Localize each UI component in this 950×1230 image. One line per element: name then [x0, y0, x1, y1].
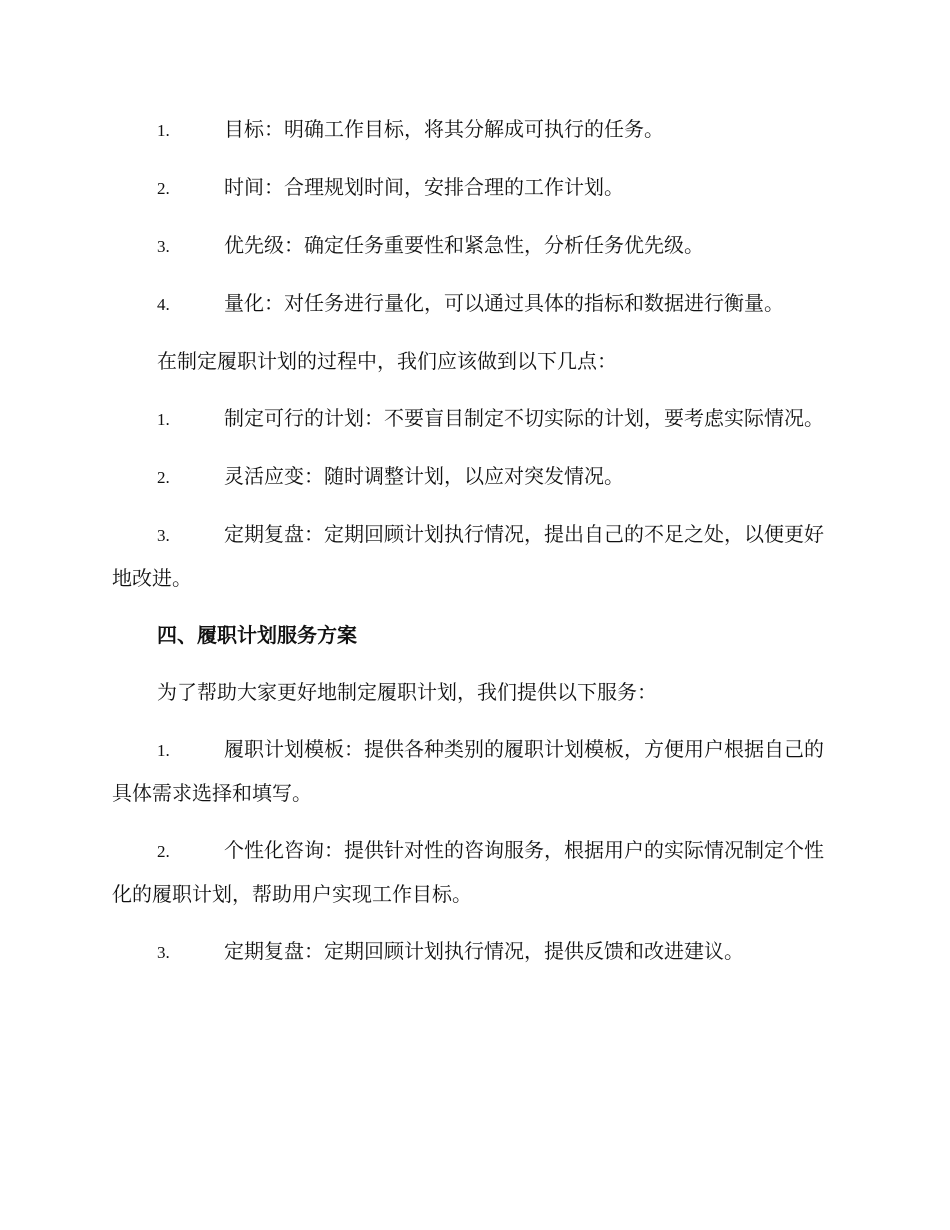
list-item — [112, 224, 834, 268]
list-text: 个性化咨询：提供针对性的咨询服务，根据用户的实际情况制定个性化的履职计划，帮助用户实现工作目标。 — [112, 838, 824, 906]
list-number: 2. — [157, 842, 170, 861]
list-number: 2. — [157, 179, 170, 198]
section-heading: 四、履职计划服务方案 — [157, 623, 357, 647]
list-number: 1. — [157, 410, 170, 429]
list-text: 制定可行的计划：不要盲目制定不切实际的计划，要考虑实际情况。 — [224, 406, 824, 430]
list-number: 3. — [157, 943, 170, 962]
list-item — [112, 455, 834, 499]
list-item — [112, 930, 834, 974]
list-text: 定期复盘：定期回顾计划执行情况，提供反馈和改进建议。 — [224, 939, 744, 963]
list-text: 量化：对任务进行量化，可以通过具体的指标和数据进行衡量。 — [224, 291, 784, 315]
list-text: 定期复盘：定期回顾计划执行情况，提出自己的不足之处，以便更好地改进。 — [112, 522, 824, 590]
list-text: 时间：合理规划时间，安排合理的工作计划。 — [224, 175, 624, 199]
list-text: 目标：明确工作目标，将其分解成可执行的任务。 — [224, 117, 664, 141]
list-item — [112, 728, 834, 815]
list-item — [112, 166, 834, 210]
list-item — [112, 282, 834, 326]
list-item — [112, 829, 834, 916]
list-number: 4. — [157, 295, 170, 314]
list-number: 3. — [157, 526, 170, 545]
list-number: 3. — [157, 237, 170, 256]
list-number: 2. — [157, 468, 170, 487]
list-item — [112, 108, 834, 152]
list-text: 优先级：确定任务重要性和紧急性，分析任务优先级。 — [224, 233, 704, 257]
list-number: 1. — [157, 121, 170, 140]
list-text: 履职计划模板：提供各种类别的履职计划模板，方便用户根据自己的具体需求选择和填写。 — [112, 737, 824, 805]
list-number: 1. — [157, 741, 170, 760]
document-body — [112, 108, 834, 988]
list-item — [112, 513, 834, 600]
paragraph: 在制定履职计划的过程中，我们应该做到以下几点： — [157, 349, 617, 373]
paragraph: 为了帮助大家更好地制定履职计划，我们提供以下服务： — [157, 680, 657, 704]
list-text: 灵活应变：随时调整计划，以应对突发情况。 — [224, 464, 624, 488]
list-item — [112, 397, 834, 441]
